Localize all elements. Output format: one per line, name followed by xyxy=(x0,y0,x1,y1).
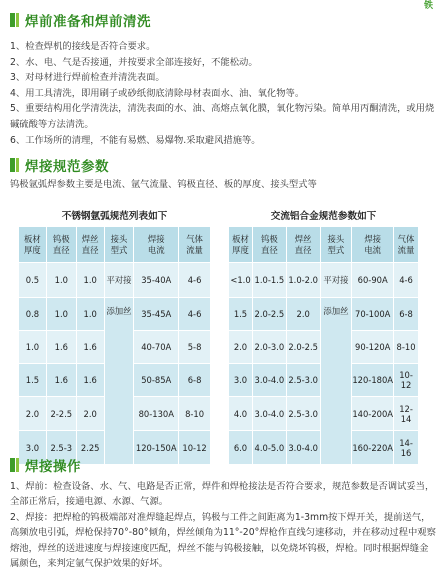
table-cell: 1.6 xyxy=(46,331,76,364)
table-cell: 添加丝 xyxy=(320,298,352,465)
table-row xyxy=(19,298,211,331)
table-cell: 2.0 xyxy=(76,397,104,431)
prep-item: 6、工作场所的清理，不能有易燃、易爆物.采取避风措施等。 xyxy=(10,134,261,146)
operation-item: 2、焊接：把焊枪的钨极端部对准焊缝起焊点，钨极与工件之间距离为1-3mm按下焊开关，提前送气，高频放电引弧，焊枪保持70°-80°倾角，焊丝倾角为11°-20°焊枪作直线匀速移动，并在移动过程中观察熔池，焊丝的送进速度与焊接速度匹配，焊丝不能与钨极接触，以免烧坏钨极，焊枪。同时根据焊缝金属颜色，来判定氩气保护效果的好坏。 xyxy=(10,511,436,570)
table-cell: 0.8 xyxy=(19,298,47,331)
table-cell: 1.6 xyxy=(76,364,104,397)
header-cell: 焊接 电流 xyxy=(352,227,394,263)
section-marker-icon xyxy=(16,458,19,472)
table-cell: 8-10 xyxy=(394,331,419,364)
table-cell: 10-12 xyxy=(394,364,419,397)
table-cell: 2.5-3 xyxy=(46,431,76,465)
table-cell: 1.0 xyxy=(46,263,76,298)
prep-item: 3、对母材进行焊前检查并清洗表面。 xyxy=(10,72,165,84)
header-cell: 钨极 直径 xyxy=(46,227,76,263)
section-title: 焊前准备和焊前清洗 xyxy=(25,14,151,30)
table-cell: 90-120A xyxy=(352,331,394,364)
table-cell: 平对接 xyxy=(320,263,352,298)
prep-item: 1、检查焊机的接线是否符合要求。 xyxy=(10,41,156,52)
table-cell: 2-2.5 xyxy=(46,397,76,431)
table-cell: 1.5 xyxy=(19,364,47,397)
table-row xyxy=(19,263,211,298)
table-cell: 1.0-1.5 xyxy=(252,263,286,298)
table-cell: 平对接 xyxy=(104,263,134,298)
header-cell: 气体 流量 xyxy=(394,227,419,263)
section-marker-icon xyxy=(16,13,19,27)
section-marker-icon xyxy=(10,158,15,172)
table-cell: 1.5 xyxy=(229,298,253,331)
table-cell: 8-10 xyxy=(179,397,211,431)
section-title: 焊接规范参数 xyxy=(25,159,109,175)
table-cell: 4.0 xyxy=(229,397,253,431)
table-cell: <1.0 xyxy=(229,263,253,298)
header-cell: 接头 型式 xyxy=(104,227,134,263)
table-cell: 6-8 xyxy=(394,298,419,331)
table-cell: 2.0 xyxy=(19,397,47,431)
stainless-spec-table xyxy=(18,226,211,465)
table-cell: 6.0 xyxy=(229,431,253,465)
table-cell: 2.0 xyxy=(229,331,253,364)
prep-item: 2、水、电、气是否接通，并按要求全部连接好，不能松动。 xyxy=(10,56,258,68)
table-cell: 2.0-2.5 xyxy=(252,298,286,331)
operation-list xyxy=(10,479,436,571)
header-cell: 板材 厚度 xyxy=(19,227,47,263)
table-cell: 70-100A xyxy=(352,298,394,331)
header-cell: 焊接 电流 xyxy=(134,227,179,263)
table-cell: 2.0-2.5 xyxy=(286,331,320,364)
table-cell: 1.0 xyxy=(76,298,104,331)
header-cell: 接头 型式 xyxy=(320,227,352,263)
table-cell: 120-180A xyxy=(352,364,394,397)
section-marker-icon xyxy=(10,458,15,472)
table-cell: 2.25 xyxy=(76,431,104,465)
section-title: 焊接操作 xyxy=(25,459,81,475)
table-row xyxy=(229,298,419,331)
table-cell: 10-12 xyxy=(179,431,211,465)
table-cell: 1.6 xyxy=(76,331,104,364)
table-cell: 3.0-4.0 xyxy=(252,364,286,397)
table-cell: 50-85A xyxy=(134,364,179,397)
aluminum-spec-table xyxy=(228,226,419,465)
section-marker-icon xyxy=(10,13,15,27)
table-cell: 60-90A xyxy=(352,263,394,298)
table-cell: 2.0-3.0 xyxy=(252,331,286,364)
header-cell: 板材 厚度 xyxy=(229,227,253,263)
table-cell: 40-70A xyxy=(134,331,179,364)
table-cell: 3.0-4.0 xyxy=(252,397,286,431)
table-cell: 35-45A xyxy=(134,298,179,331)
table-row xyxy=(229,263,419,298)
prep-item: 4、用工具清洗，即用刷子或砂纸彻底清除母材表面水、油、氧化物等。 xyxy=(10,87,305,99)
header-cell: 气体 流量 xyxy=(179,227,211,263)
table-left-title: 不锈钢氩弧规范列表如下 xyxy=(61,211,168,222)
header-cell: 钨极 直径 xyxy=(252,227,286,263)
table-cell: 1.0 xyxy=(46,298,76,331)
table-right-title: 交流铝合金规范参数如下 xyxy=(270,211,377,222)
table-cell: 3.0 xyxy=(19,431,47,465)
table-cell: 5-8 xyxy=(179,331,211,364)
table-cell: 14-16 xyxy=(394,431,419,465)
table-cell: 3.0 xyxy=(229,364,253,397)
section-header-prep xyxy=(10,12,151,28)
table-cell: 35-40A xyxy=(134,263,179,298)
table-cell: 120-150A xyxy=(134,431,179,465)
operation-item: 1、焊前：检查设备、水、气、电路是否正常，焊件和焊枪接法是否符合要求，规范参数是否调试妥当，全部正常后，接通电源、水源、气源。 xyxy=(10,481,435,508)
table-cell: 4.0-5.0 xyxy=(252,431,286,465)
section-marker-icon xyxy=(16,158,19,172)
table-cell: 12-14 xyxy=(394,397,419,431)
table-cell: 1.0 xyxy=(76,263,104,298)
table-cell: 2.0 xyxy=(286,298,320,331)
prep-list xyxy=(10,39,436,148)
top-corner-tag: 铁 xyxy=(423,1,433,11)
table-cell: 3.0-4.0 xyxy=(286,431,320,465)
table-cell: 2.5-3.0 xyxy=(286,397,320,431)
table-cell: 1.0-2.0 xyxy=(286,263,320,298)
table-cell: 4-6 xyxy=(179,263,211,298)
table-cell: 6-8 xyxy=(179,364,211,397)
header-cell: 焊丝 直径 xyxy=(76,227,104,263)
params-intro: 钨极氩弧焊参数主要是电流、氩气流量、钨极直径、板的厚度、接头型式等 xyxy=(10,179,317,190)
header-cell: 焊丝 直径 xyxy=(286,227,320,263)
table-cell: 0.5 xyxy=(19,263,47,298)
table-cell: 1.0 xyxy=(19,331,47,364)
table-cell: 添加丝 xyxy=(104,298,134,465)
table-cell: 4-6 xyxy=(394,263,419,298)
table-cell: 160-220A xyxy=(352,431,394,465)
table-cell: 2.5-3.0 xyxy=(286,364,320,397)
section-header-operation xyxy=(10,457,81,473)
table-cell: 4-6 xyxy=(179,298,211,331)
prep-item: 5、重要结构用化学清洗法，清洗表面的水、油、高熔点氧化膜，氧化物污染。简单用丙酮清洗，或用烧碱硫酸等方法清洗。 xyxy=(10,103,435,130)
section-header-params xyxy=(10,157,109,173)
table-cell: 140-200A xyxy=(352,397,394,431)
table-cell: 80-130A xyxy=(134,397,179,431)
table-cell: 1.6 xyxy=(46,364,76,397)
